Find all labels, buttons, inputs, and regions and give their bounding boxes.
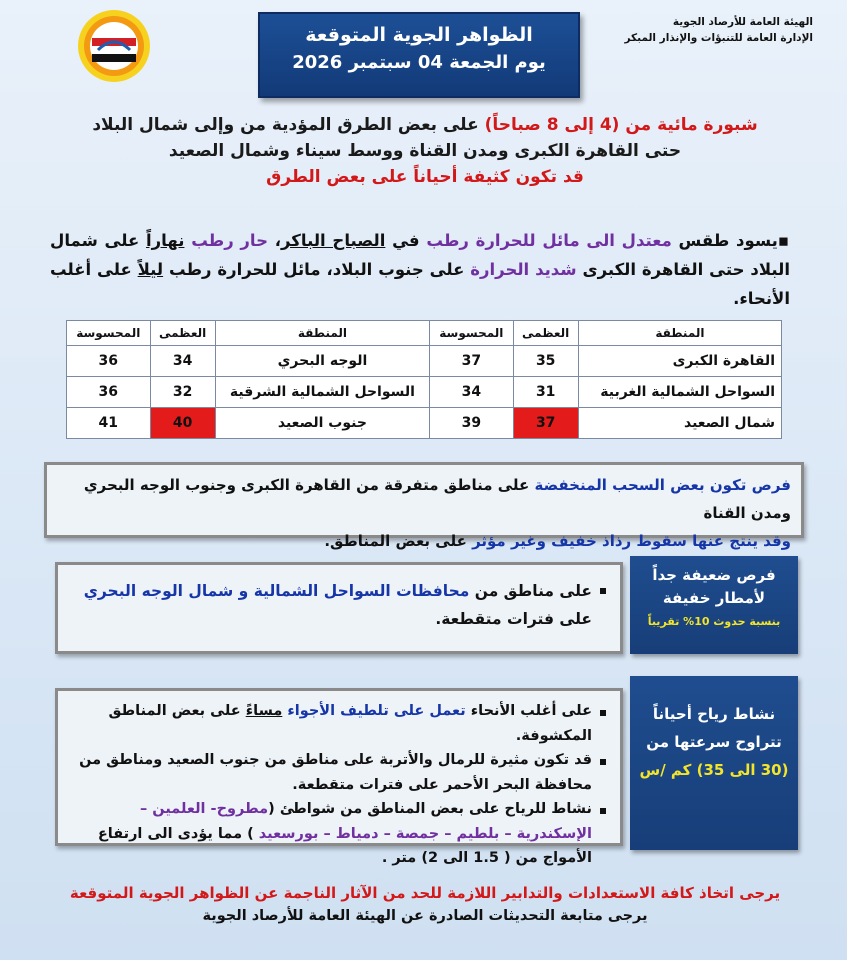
wind-box xyxy=(55,688,623,866)
fog-time: شبورة مائية من (4 إلى 8 صباحاً) xyxy=(484,115,758,135)
fog-warning xyxy=(40,112,810,190)
general-forecast: ▪يسود طقس معتدل الى مائل للحرارة رطب في الصباح الباكر، حار رطب نهاراً على شمال البلاد حتى القاهرة الكبرى شديد الحرارة على جنوب البلاد، مائل للحرارة رطب ليلاً على أغلب الأنحاء. xyxy=(50,231,791,308)
fog-density-note: قد تكون كثيفة أحياناً على بعض الطرق xyxy=(266,167,584,187)
rain-tag: فرص ضعيفة جداً لأمطار خفيفة بنسبة حدوث 10% تقريباً xyxy=(630,556,798,654)
table-row: القاهرة الكبرى 35 37 الوجه البحري 34 36 xyxy=(67,346,782,377)
org-department: الإدارة العامة للتنبؤات والإنذار المبكر xyxy=(624,32,813,44)
footer-advisory: يرجى اتخاذ كافة الاستعدادات والتدابير اللازمة للحد من الآثار الناجمة عن الظواهر الجوية المتوقعة xyxy=(69,884,781,902)
extreme-temp-cell: 40 xyxy=(150,408,215,439)
organization-header xyxy=(583,14,813,46)
extreme-temp-cell: 37 xyxy=(513,408,578,439)
fog-regions: حتى القاهرة الكبرى ومدن القناة ووسط سيناء وشمال الصعيد xyxy=(168,141,682,161)
wind-tag: نشاط رياح أحياناً تتراوح سرعتها من (30 الى 35) كم /س xyxy=(630,676,798,850)
footer xyxy=(40,884,810,924)
title-box xyxy=(258,12,580,98)
meteorological-authority-logo-icon xyxy=(76,8,152,84)
wind-speed: (30 الى 35) كم /س xyxy=(639,761,789,779)
temperature-table xyxy=(66,320,782,439)
fog-text: على بعض الطرق المؤدية من وإلى شمال البلاد xyxy=(92,115,485,135)
forecast-date: يوم الجمعة 04 سبتمبر 2026 xyxy=(292,52,546,73)
org-name: الهيئة العامة للأرصاد الجوية xyxy=(672,16,813,28)
rain-probability: بنسبة حدوث 10% تقريباً xyxy=(647,615,781,628)
footer-followup: يرجى متابعة التحديثات الصادرة عن الهيئة العامة للأرصاد الجوية xyxy=(202,908,648,924)
forecast-bullet: ▪ xyxy=(777,231,791,250)
col-feels: المحسوسة xyxy=(67,321,151,346)
rain-box xyxy=(55,562,623,654)
rain-bullet: على مناطق من محافظات السواحل الشمالية و شمال الوجه البحري على فترات متقطعة. xyxy=(68,577,606,633)
col-max: العظمى xyxy=(513,321,578,346)
wind-bullet: قد تكون مثيرة للرمال والأتربة على مناطق من جنوب الصعيد ومناطق من محافظة البحر الأحمر على فترات متقطعة. xyxy=(66,748,606,797)
col-region: المنطقة xyxy=(215,321,429,346)
col-feels: المحسوسة xyxy=(430,321,513,346)
col-max: العظمى xyxy=(150,321,215,346)
clouds-box: فرص تكون بعض السحب المنخفضة على مناطق متفرقة من القاهرة الكبرى وجنوب الوجه البحري ومدن القناة وقد ينتج عنها سقوط رذاذ خفيف وغير مؤثر على بعض المناطق. xyxy=(44,462,804,538)
table-header-row xyxy=(67,321,782,346)
page-title: الظواهر الجوية المتوقعة xyxy=(305,24,533,46)
wind-bullet: على أغلب الأنحاء تعمل على تلطيف الأجواء مساءً على بعض المناطق المكشوفة. xyxy=(66,699,606,748)
table-row: السواحل الشمالية الغربية 31 34 السواحل الشمالية الشرقية 32 36 xyxy=(67,377,782,408)
wind-bullet: نشاط للرياح على بعض المناطق من شواطئ (مطروح- العلمين – الإسكندرية – بلطيم – جمصة – دمياط – بورسعيد ) مما يؤدى الى ارتفاع الأمواج من ( 1.5 الى 2) متر . xyxy=(66,797,606,871)
col-region: المنطقة xyxy=(578,321,781,346)
table-row: شمال الصعيد 37 39 جنوب الصعيد 40 41 xyxy=(67,408,782,439)
